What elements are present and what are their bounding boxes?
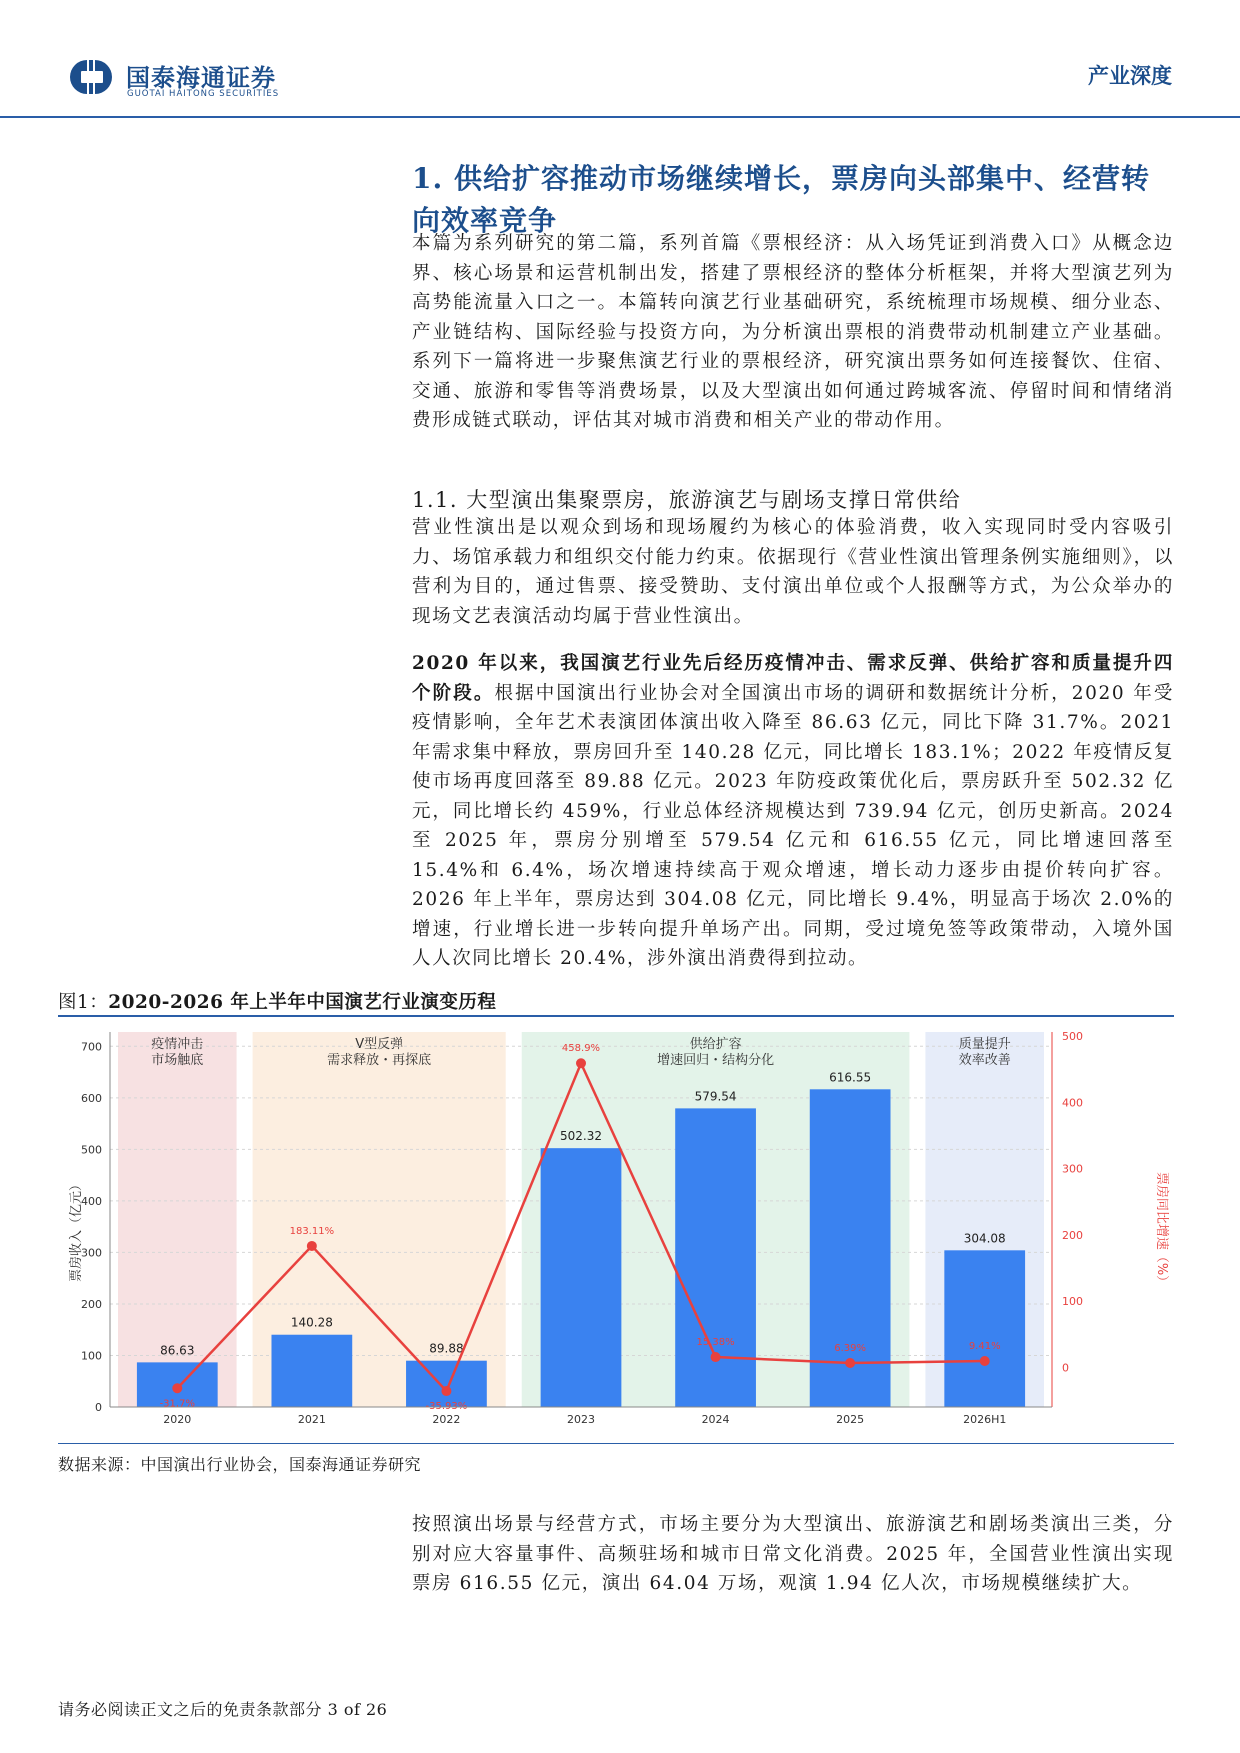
y2-tick-label: 400: [1062, 1096, 1083, 1110]
bar-value-label: 140.28: [290, 1315, 333, 1330]
paragraph-intro: 本篇为系列研究的第二篇，系列首篇《票根经济：从入场凭证到消费入口》从概念边界、核心场景和运营机制出发，搭建了票根经济的整体分析框架，并将大型演艺列为高势能流量入口之一。本篇转向演艺行业基础研究，系统梳理市场规模、细分业态、产业链结构、国际经验与投资方向，为分析演出票根的消费带动机制建立产业基础。系列下一篇将进一步聚焦演艺行业的票根经济，研究演出票务如何连接餐饮、住宿、交通、旅游和零售等消费场景，以及大型演出如何通过跨城客流、停留时间和情绪消费形成链式联动，评估其对城市消费和相关产业的带动作用。: [412, 233, 1174, 431]
y-tick-label: 200: [81, 1297, 102, 1311]
x-tick-label: 2021: [297, 1413, 326, 1426]
y2-axis-label: 票房同比增速（%）: [1154, 1171, 1169, 1289]
phase-title: V型反弹: [355, 1037, 404, 1052]
figure-caption-label: 图1：: [58, 992, 109, 1013]
x-tick-label: 2026H1: [963, 1413, 1007, 1426]
report-type-label: 产业深度: [1088, 64, 1172, 88]
logo-mark-icon: [68, 58, 118, 96]
bar-value-label: 502.32: [560, 1129, 602, 1144]
bar-value-label: 304.08: [963, 1231, 1006, 1246]
bar: [406, 1361, 487, 1407]
bar-value-label: 86.63: [160, 1343, 195, 1358]
phase-subtitle: 增速回归・结构分化: [657, 1053, 775, 1068]
paragraph-definition: 营业性演出是以观众到场和现场履约为核心的体验消费，收入实现同时受内容吸引力、场馆承载力和组织交付能力约束。依据现行《营业性演出管理条例实施细则》，以营利为目的，通过售票、接受赞助、支付演出单位或个人报酬等方式，为公众举办的现场文艺表演活动均属于营业性演出。: [412, 517, 1174, 627]
x-tick-label: 2022: [432, 1413, 461, 1426]
y-tick-label: 400: [81, 1194, 102, 1208]
growth-value-label: 9.41%: [968, 1341, 1001, 1353]
x-tick-label: 2024: [701, 1413, 730, 1426]
bar: [675, 1108, 756, 1407]
growth-point: [441, 1386, 451, 1396]
section-title: 1. 供给扩容推动市场继续增长，票房向头部集中、经营转向效率竞争: [412, 162, 1150, 237]
paragraph-lead-bold: 2020 年以来，我国演艺行业先后经历疫情冲击、需求反弹、供给扩容和质量提升四个阶段。: [412, 653, 1174, 704]
bar: [541, 1148, 622, 1407]
box-office-chart: [58, 1022, 1174, 1440]
y-tick-label: 100: [81, 1349, 102, 1363]
growth-point: [307, 1241, 317, 1251]
phase-subtitle: 需求释放・再探底: [327, 1053, 432, 1068]
bar: [944, 1250, 1025, 1407]
page-header: [0, 0, 1240, 120]
growth-point: [711, 1352, 721, 1362]
footer-disclaimer: 请务必阅读正文之后的免责条款部分 3 of 26: [58, 1700, 388, 1719]
logo-company-name-en: GUOTAI HAITONG SECURITIES: [127, 89, 280, 99]
y-tick-label: 0: [95, 1401, 102, 1414]
paragraph-body: 根据中国演出行业协会对全国演出市场的调研和数据统计分析，2020 年受疫情影响，全年艺术表演团体演出收入降至 86.63 亿元，同比下降 31.7%。2021 年需求集中释放，票房回升至 140.28 亿元，同比增长 183.1%；2022 年疫情反复使市场再度回落至 89.88 亿元。2023 年防疫政策优化后，票房跃升至 502.32 亿元，同比增长约 459%，行业总体经济规模达到 739.94 亿元，创历史新高。2024 至 2025 年，票房分别增至 579.54 亿元和 616.55 亿元，同比增速回落至 15.4%和 6.4%，场次增速持续高于观众增速，增长动力逐步由提价转向扩容。2026 年上半年，票房达到 304.08 亿元，同比增长 9.4%，明显高于场次 2.0%的增速，行业增长进一步转向提升单场产出。同期，受过境免签等政策带动，入境外国人人次同比增长 20.4%，涉外演出消费得到拉动。: [412, 682, 1174, 969]
bar-value-label: 616.55: [829, 1070, 872, 1085]
y-tick-label: 500: [81, 1143, 102, 1157]
company-logo: [68, 58, 408, 102]
growth-value-label: 183.11%: [289, 1225, 335, 1237]
phase-title: 质量提升: [958, 1037, 1011, 1052]
growth-point: [576, 1058, 586, 1068]
phase-subtitle: 效率改善: [958, 1053, 1011, 1068]
phase-subtitle: 市场触底: [151, 1053, 204, 1068]
logo-company-name: 国泰海通证券: [126, 64, 276, 92]
growth-point: [845, 1358, 855, 1368]
bar-value-label: 89.88: [429, 1341, 464, 1356]
subsection-title: 1.1. 大型演出集聚票房，旅游演艺与剧场支撑日常供给: [412, 488, 962, 512]
figure-source: 数据来源：中国演出行业协会，国泰海通证券研究: [58, 1455, 422, 1474]
y2-tick-label: 0: [1062, 1361, 1069, 1375]
figure-bottom-rule: [58, 1443, 1174, 1444]
x-tick-label: 2023: [567, 1413, 595, 1426]
phase-title: 疫情冲击: [151, 1037, 204, 1052]
growth-point: [172, 1383, 182, 1393]
y2-tick-label: 500: [1062, 1030, 1083, 1043]
growth-point: [980, 1356, 990, 1366]
phase-title: 供给扩容: [689, 1037, 742, 1052]
figure-caption-title: 2020-2026 年上半年中国演艺行业演变历程: [108, 992, 497, 1013]
header-divider: [0, 116, 1240, 118]
x-tick-label: 2020: [163, 1413, 192, 1426]
y-tick-label: 300: [81, 1246, 102, 1260]
bar: [271, 1335, 352, 1407]
paragraph-market-phases: [412, 649, 1174, 974]
y-tick-label: 700: [81, 1040, 102, 1054]
y-axis-label: 票房收入（亿元）: [69, 1177, 84, 1283]
growth-value-label: 6.39%: [834, 1343, 867, 1355]
figure-top-rule: [58, 1015, 1174, 1017]
y2-tick-label: 300: [1062, 1162, 1083, 1176]
figure-caption: [58, 988, 1174, 1014]
growth-value-label: 15.38%: [696, 1337, 735, 1349]
growth-value-label: -35.93%: [425, 1401, 468, 1413]
paragraph-market-segments: 按照演出场景与经营方式，市场主要分为大型演出、旅游演艺和剧场类演出三类，分别对应大容量事件、高频驻场和城市日常文化消费。2025 年，全国营业性演出实现票房 616.55 亿元，演出 64.04 万场，观演 1.94 亿人次，市场规模继续扩大。: [412, 1514, 1174, 1594]
x-tick-label: 2025: [836, 1413, 865, 1426]
growth-value-label: -31.7%: [159, 1398, 195, 1410]
y2-tick-label: 200: [1062, 1228, 1083, 1242]
growth-value-label: 458.9%: [561, 1043, 601, 1055]
y2-tick-label: 100: [1062, 1295, 1083, 1308]
y-tick-label: 600: [81, 1091, 102, 1105]
bar-value-label: 579.54: [694, 1089, 737, 1104]
